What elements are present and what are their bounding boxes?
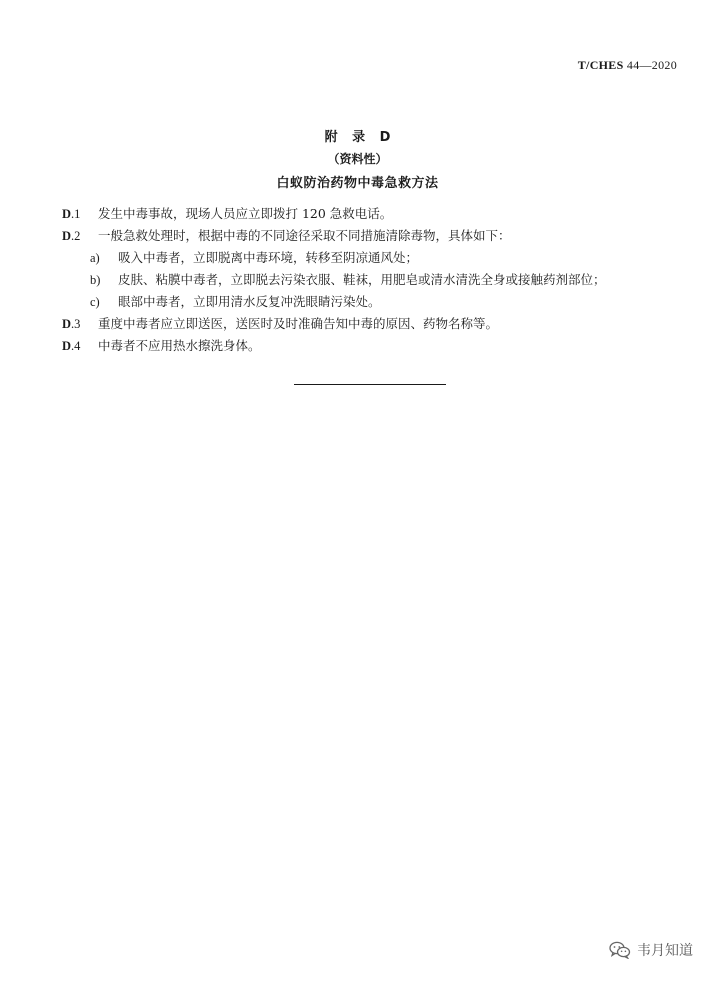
clause-number: D.2: [62, 229, 81, 243]
clause-text: 一般急救处理时，根据中毒的不同途径采取不同措施清除毒物，具体如下：: [98, 228, 511, 243]
clause-d2: [62, 226, 511, 244]
clause-number: D.3: [62, 317, 81, 331]
standard-code: [578, 58, 677, 73]
list-item-b: [90, 270, 606, 288]
clause-text: 重度中毒者应立即送医，送医时及时准确告知中毒的原因、药物名称等。: [98, 316, 499, 331]
standard-prefix: T/CHES: [577, 58, 624, 72]
watermark: [609, 940, 693, 960]
clause-number: D.1: [62, 207, 81, 221]
list-marker: a): [90, 251, 100, 265]
clause-d1: [62, 204, 392, 222]
wechat-icon: [609, 941, 631, 959]
appendix-heading: 白蚁防治药物中毒急救方法: [276, 176, 439, 191]
standard-number: 44—2020: [626, 58, 677, 72]
list-marker: c): [90, 295, 100, 309]
list-item-text: 眼部中毒者，立即用清水反复冲洗眼睛污染处。: [118, 294, 381, 309]
clause-number: D.4: [62, 339, 81, 353]
list-item-c: [90, 292, 381, 310]
list-marker: b): [90, 273, 101, 287]
list-item-text: 吸入中毒者，立即脱离中毒环境，转移至阴凉通风处；: [118, 250, 419, 265]
clause-text: 中毒者不应用热水擦洗身体。: [98, 338, 261, 353]
clause-text: 发生中毒事故，现场人员应立即拨打 120 急救电话。: [98, 206, 393, 221]
appendix-type: （资料性）: [327, 152, 388, 166]
list-item-a: [90, 248, 418, 266]
watermark-text: 韦月知道: [637, 943, 693, 959]
appendix-title: 附 录 D: [324, 130, 391, 145]
clause-d3: [62, 314, 498, 332]
end-rule: [294, 384, 446, 385]
clause-d4: [62, 336, 261, 354]
list-item-text: 皮肤、粘膜中毒者，立即脱去污染衣服、鞋袜，用肥皂或清水清洗全身或接触药剂部位；: [118, 272, 606, 287]
